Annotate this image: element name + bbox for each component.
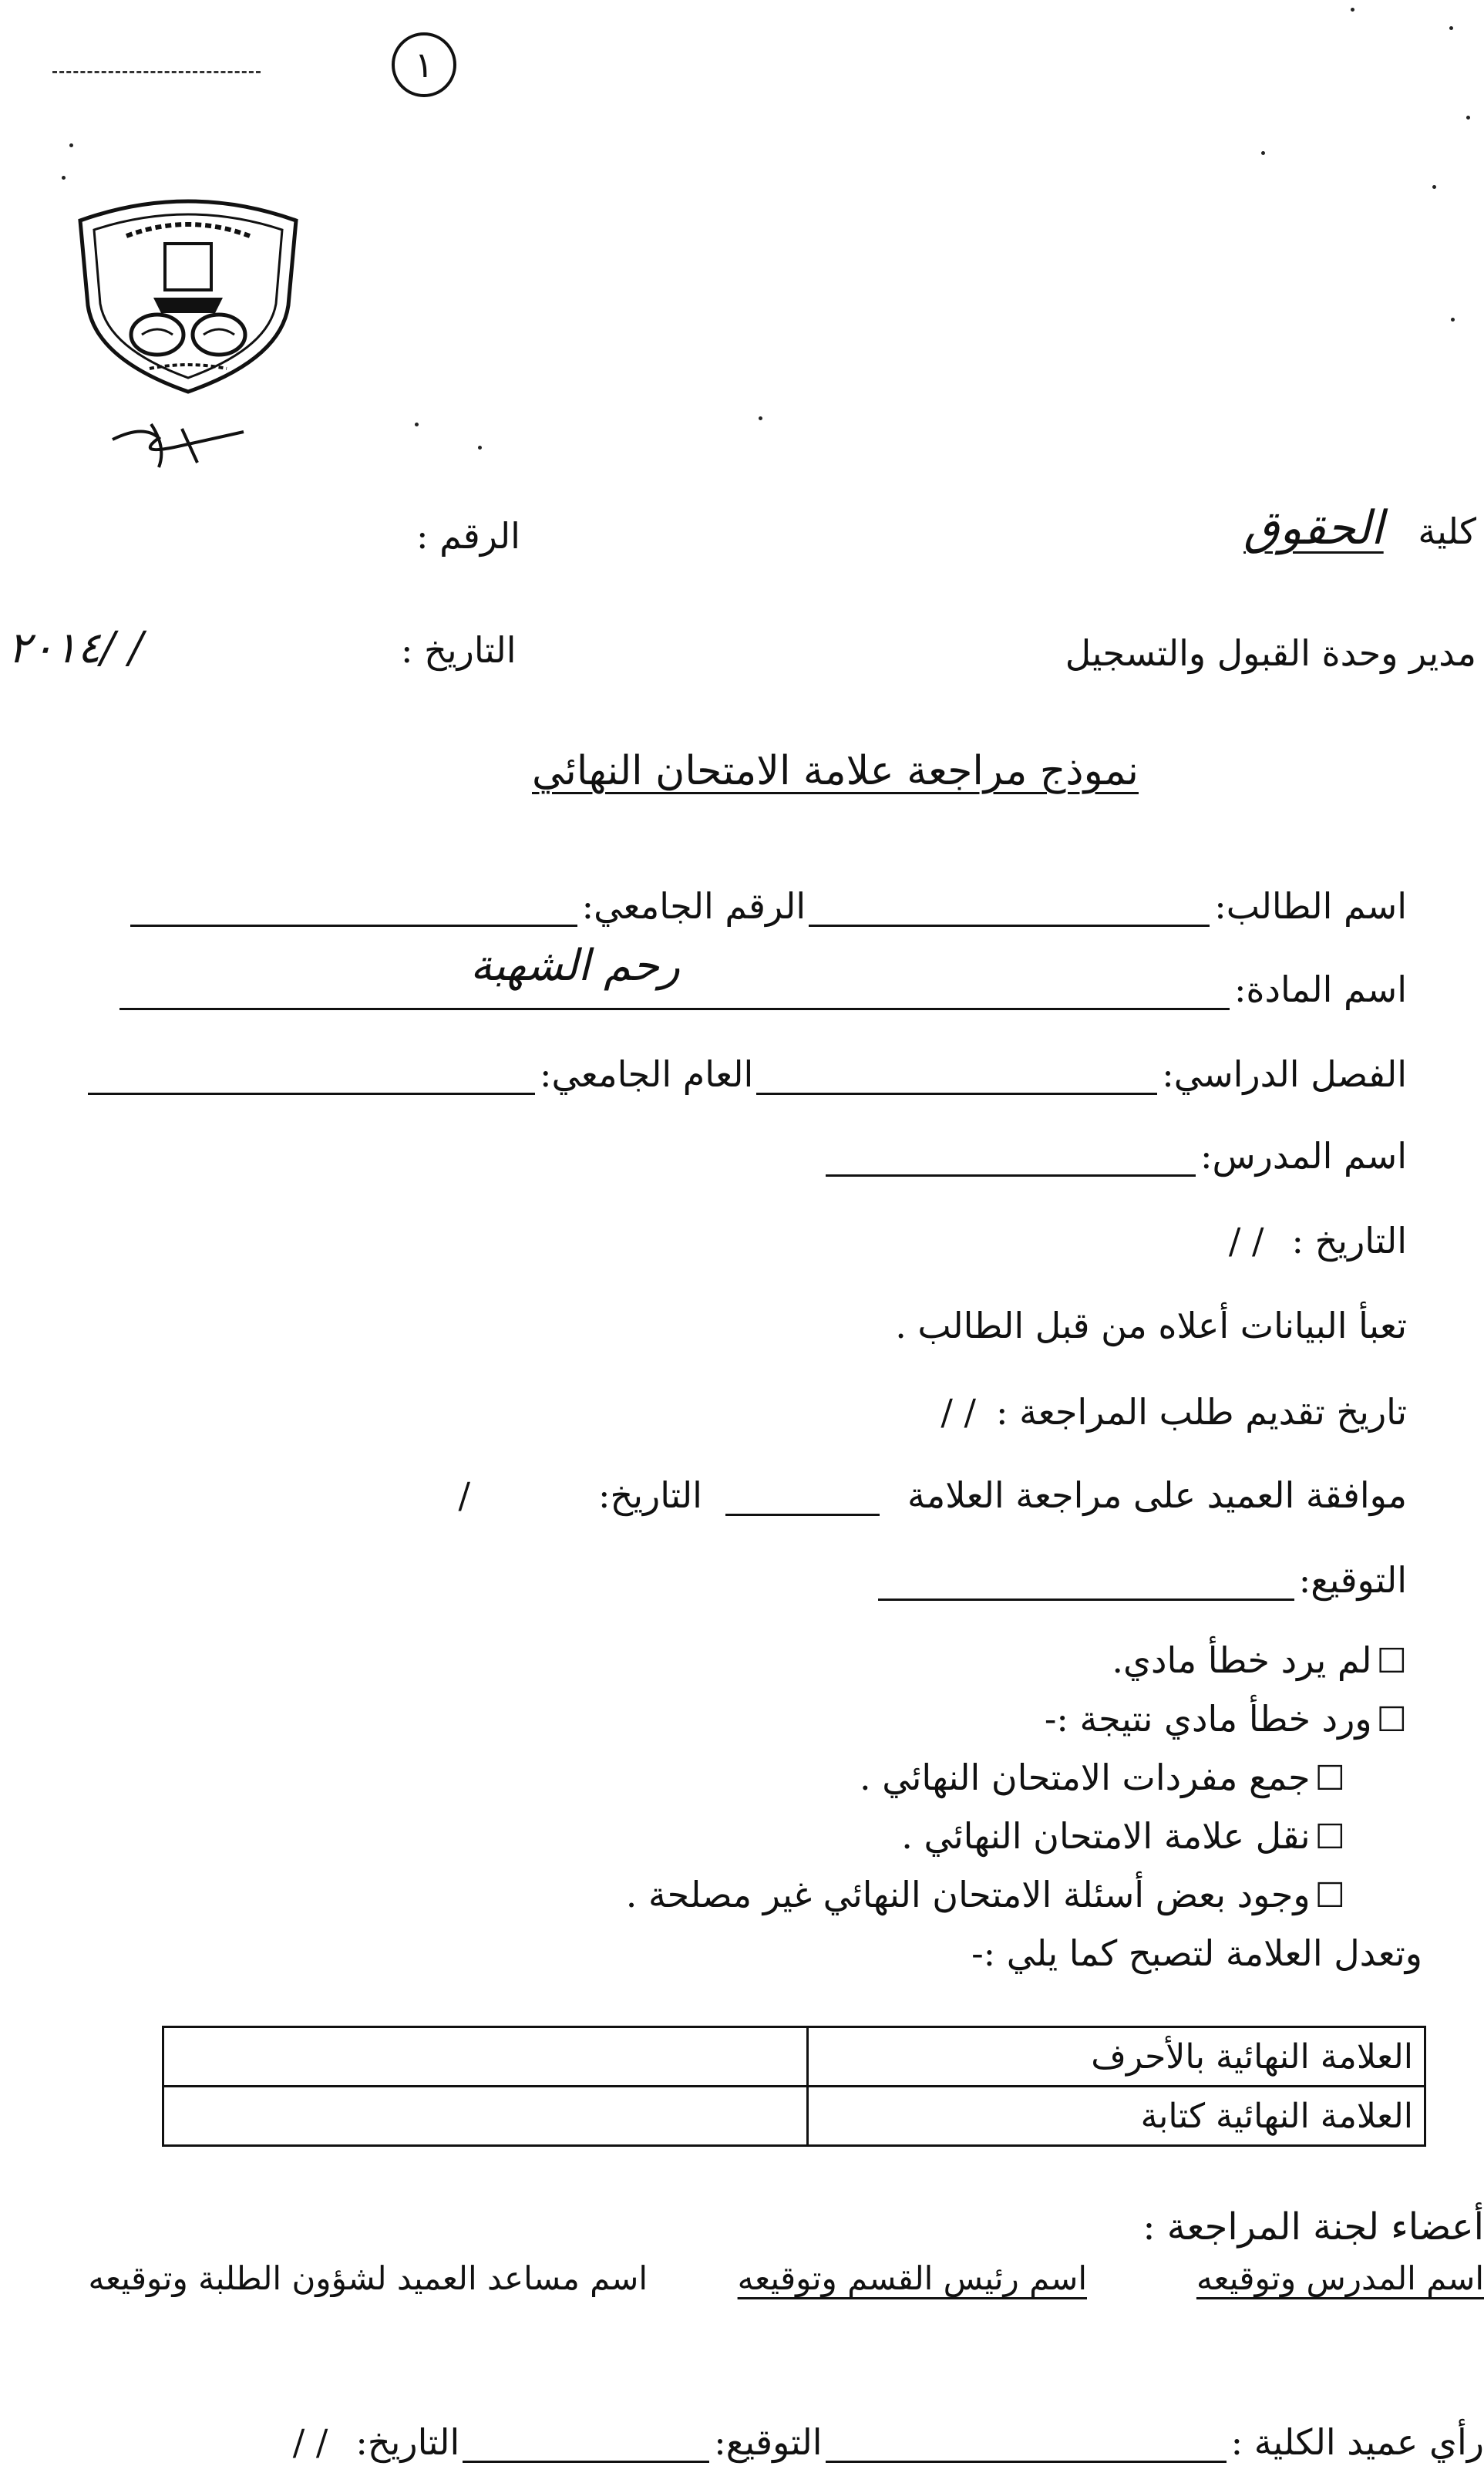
faculty-name: الحقوق: [1243, 501, 1384, 555]
checkbox-icon[interactable]: ☐: [1314, 1876, 1345, 1915]
committee-member-assistant: اسم مساعد العميد لشؤون الطلبة وتوقيعه: [88, 2259, 648, 2297]
number-label: الرقم :: [416, 515, 520, 557]
adjust-label: وتعدل العلامة لتصبح كما يلي :-: [971, 1932, 1422, 1974]
academic-year-line[interactable]: [88, 1092, 535, 1095]
dean-approval-text: موافقة العميد على مراجعة العلامة: [907, 1474, 1407, 1516]
student-name-line[interactable]: [809, 924, 1210, 927]
form-title: نموذج مراجعة علامة الامتحان النهائي: [532, 748, 1139, 794]
header-date-label: التاريخ :: [401, 629, 517, 671]
dean-opinion-line[interactable]: [826, 2460, 1227, 2463]
row-date: [1224, 1208, 1407, 1262]
university-seal-icon: [65, 190, 311, 398]
page-number: [392, 32, 456, 97]
sum-label: جمع مفردات الامتحان النهائي .: [860, 1757, 1311, 1798]
dean-opinion-signature-label: التوقيع:: [714, 2421, 823, 2463]
dean-opinion-date-slashes: / /: [292, 2421, 328, 2463]
dean-approval-date-label: التاريخ:: [598, 1474, 702, 1516]
dean-opinion-label: رأي عميد الكلية :: [1230, 2421, 1484, 2463]
committee-member-instructor: اسم المدرس وتوقيعه: [1196, 2259, 1484, 2297]
ungraded-label: وجود بعض أسئلة الامتحان النهائي غير مصلحة .: [625, 1874, 1311, 1915]
row-instructor: [826, 1123, 1407, 1177]
header-date-value: ٢٠١٤/ /: [8, 623, 143, 673]
checkbox-error-result[interactable]: [1040, 1686, 1407, 1740]
checkbox-transfer[interactable]: [897, 1803, 1345, 1857]
dean-approval-slash: /: [458, 1474, 471, 1516]
checkbox-sum[interactable]: [855, 1744, 1345, 1798]
signature-label: التوقيع:: [1298, 1559, 1407, 1601]
academic-year-label: العام الجامعي:: [539, 1053, 754, 1095]
subject-name-label: اسم المادة:: [1233, 969, 1407, 1010]
handwritten-signature-icon: [105, 416, 259, 470]
row-semester: [88, 1041, 1407, 1095]
request-date-slashes: / /: [941, 1391, 976, 1433]
checkbox-icon[interactable]: ☐: [1314, 1759, 1345, 1798]
instructor-label: اسم المدرس:: [1200, 1135, 1407, 1177]
error-result-label: ورد خطأ مادي نتيجة :-: [1044, 1698, 1372, 1740]
date-slashes: / /: [1228, 1220, 1264, 1262]
recipient: مدير وحدة القبول والتسجيل: [1065, 632, 1476, 674]
checkbox-icon[interactable]: ☐: [1314, 1817, 1345, 1857]
row-student: [130, 873, 1407, 927]
marks-written-label: العلامة النهائية كتابة: [808, 2087, 1425, 2146]
faculty-line: [1243, 501, 1476, 555]
checkbox-no-error[interactable]: [1107, 1627, 1407, 1681]
university-number-label: الرقم الجامعي:: [581, 885, 806, 927]
table-row: [163, 2087, 1425, 2146]
no-error-label: لم يرد خطأ مادي.: [1112, 1639, 1372, 1681]
marks-table: [162, 2026, 1426, 2147]
semester-line[interactable]: [756, 1092, 1157, 1095]
table-row: [163, 2027, 1425, 2087]
row-dean-opinion: [31, 2409, 1484, 2463]
faculty-label: كلية: [1418, 510, 1476, 552]
subject-value: رحم الشهبة: [470, 941, 681, 991]
semester-label: الفصل الدراسي:: [1162, 1053, 1407, 1095]
instructor-line[interactable]: [826, 1174, 1196, 1177]
date-label: التاريخ :: [1291, 1220, 1407, 1262]
student-note: تعبأ البيانات أعلاه من قبل الطالب .: [895, 1305, 1407, 1346]
university-number-line[interactable]: [130, 924, 577, 927]
student-name-label: اسم الطالب:: [1214, 885, 1407, 927]
page-number-text: ١: [414, 44, 434, 86]
row-subject: [119, 956, 1407, 1010]
row-signature: [878, 1547, 1407, 1601]
request-date-label: تاريخ تقديم طلب المراجعة :: [996, 1391, 1407, 1433]
row-adjust: [967, 1920, 1422, 1974]
subject-name-line[interactable]: [119, 1007, 1230, 1010]
top-dash: [52, 71, 261, 73]
checkbox-ungraded[interactable]: [621, 1861, 1345, 1915]
checkbox-icon[interactable]: ☐: [1376, 1700, 1407, 1740]
dean-opinion-date-label: التاريخ:: [355, 2421, 460, 2463]
dean-approval-line[interactable]: [725, 1513, 880, 1516]
marks-letters-value[interactable]: [163, 2027, 808, 2087]
checkbox-icon[interactable]: ☐: [1376, 1642, 1407, 1681]
transfer-label: نقل علامة الامتحان النهائي .: [901, 1815, 1311, 1857]
marks-letters-label: العلامة النهائية بالأحرف: [808, 2027, 1425, 2087]
committee-member-head: اسم رئيس القسم وتوقيعه: [737, 2259, 1087, 2297]
row-dean-approval: [454, 1462, 1407, 1516]
row-request-date: [936, 1379, 1407, 1433]
committee-heading: أعضاء لجنة المراجعة :: [1142, 2205, 1484, 2249]
signature-line[interactable]: [878, 1598, 1294, 1601]
marks-written-value[interactable]: [163, 2087, 808, 2146]
row-note: [890, 1292, 1407, 1346]
dean-opinion-signature-line[interactable]: [463, 2460, 709, 2463]
